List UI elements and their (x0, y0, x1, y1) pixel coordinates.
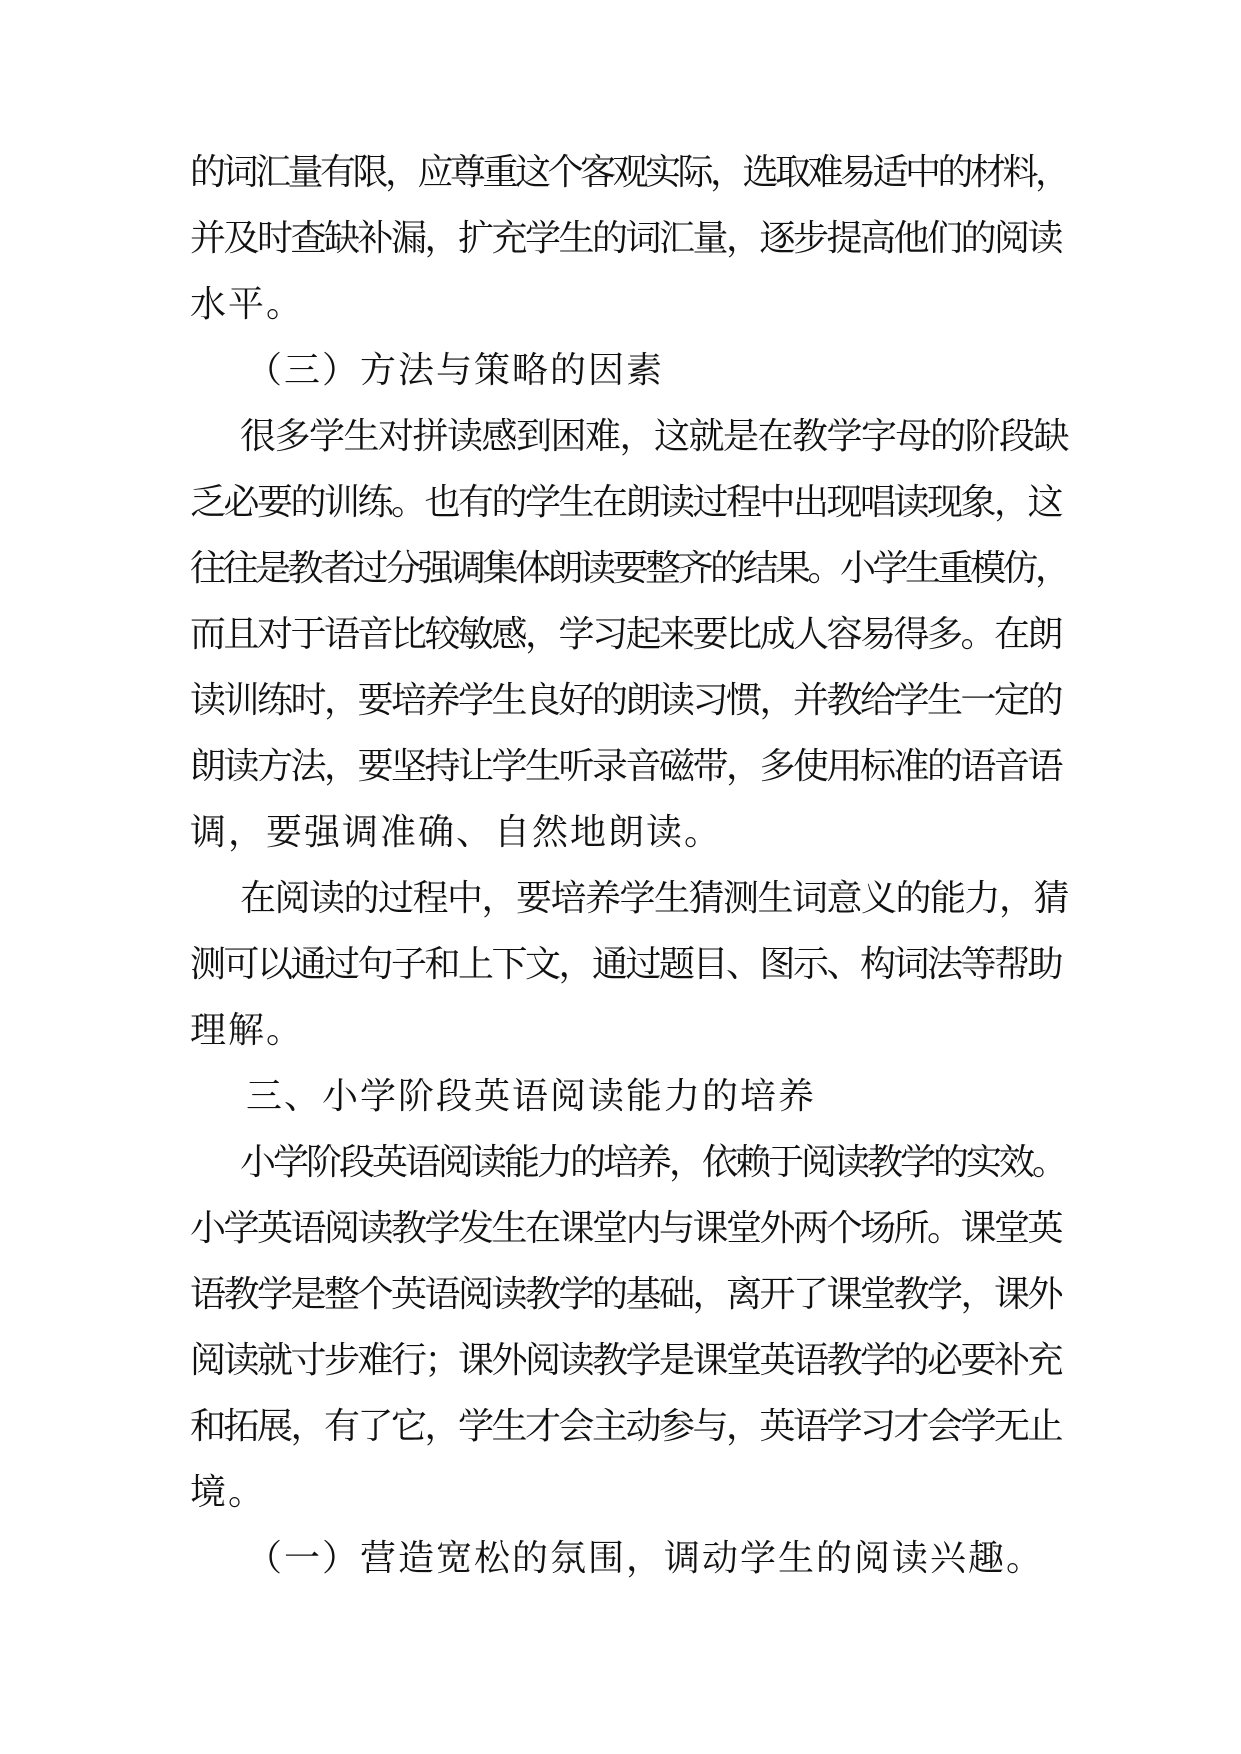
body-line: 读训练时，要培养学生良好的朗读习惯，并教给学生一定的 (190, 680, 1062, 721)
section-heading: （一）营造宽松的氛围，调动学生的阅读兴趣。 (246, 1538, 1045, 1579)
body-line: 小学英语阅读教学发生在课堂内与课堂外两个场所。课堂英 (190, 1208, 1062, 1249)
body-line: 在阅读的过程中，要培养学生猜测生词意义的能力，猜 (240, 878, 1069, 919)
body-line: 境。 (190, 1472, 267, 1513)
body-line: 乏必要的训练。也有的学生在朗读过程中出现唱读现象，这 (190, 482, 1062, 523)
body-line: 并及时查缺补漏，扩充学生的词汇量，逐步提高他们的阅读 (190, 218, 1062, 259)
body-line: 往往是教者过分强调集体朗读要整齐的结果。小学生重模仿， (190, 548, 1068, 589)
body-line: 小学阶段英语阅读能力的培养，依赖于阅读教学的实效。 (240, 1142, 1066, 1183)
body-line: 而且对于语音比较敏感，学习起来要比成人容易得多。在朗 (190, 614, 1062, 655)
body-line: 水平。 (190, 284, 305, 325)
body-line: 的词汇量有限，应尊重这个客观实际，选取难易适中的材料， (190, 152, 1068, 193)
body-line: 语教学是整个英语阅读教学的基础，离开了课堂教学，课外 (190, 1274, 1062, 1315)
chapter-heading: 三、小学阶段英语阅读能力的培养 (246, 1076, 817, 1117)
section-heading: （三）方法与策略的因素 (246, 350, 665, 391)
body-line: 阅读就寸步难行；课外阅读教学是课堂英语教学的必要补充 (190, 1340, 1062, 1381)
body-line: 理解。 (190, 1010, 305, 1051)
body-line: 朗读方法，要坚持让学生听录音磁带，多使用标准的语音语 (190, 746, 1062, 787)
body-line: 调，要强调准确、自然地朗读。 (190, 812, 723, 853)
body-line: 很多学生对拼读感到困难，这就是在教学字母的阶段缺 (240, 416, 1069, 457)
body-line: 测可以通过句子和上下文，通过题目、图示、构词法等帮助 (190, 944, 1062, 985)
body-line: 和拓展，有了它，学生才会主动参与，英语学习才会学无止 (190, 1406, 1062, 1447)
